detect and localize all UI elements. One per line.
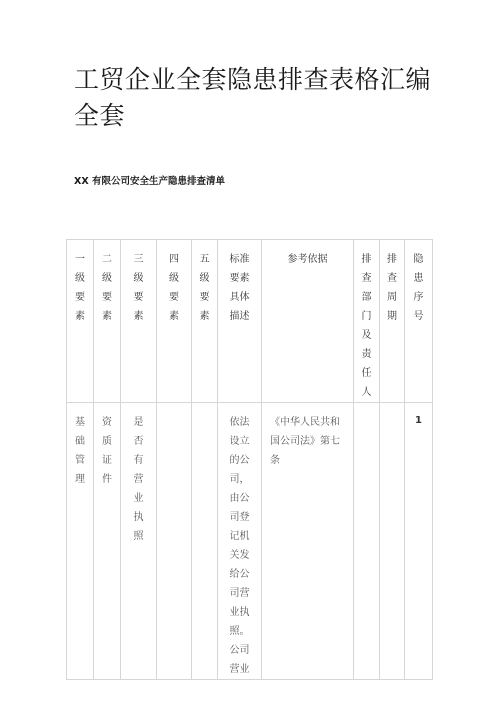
header-basis: 参考依据 — [262, 240, 354, 403]
cell-hazard-no: 1 — [405, 403, 433, 680]
header-level3 — [121, 240, 157, 403]
cell-dept — [354, 403, 380, 680]
table-header-row — [67, 240, 433, 403]
cell-level3 — [121, 403, 157, 680]
header-text: 排 查 周 期 — [387, 254, 397, 322]
header-text: 排 查 部 门 及 责 任 人 — [361, 254, 372, 398]
cell-basis: 《中华人民共和国公司法》第七条 — [262, 403, 354, 680]
header-text: 二 级 要 素 — [102, 254, 112, 322]
cell-level1 — [67, 403, 94, 680]
cell-text: 基 础 管 理 — [75, 417, 85, 485]
table-row — [67, 403, 433, 680]
header-text: 五 级 要 素 — [199, 254, 210, 322]
cell-text: 是 否 有 营 业 执 照 — [133, 417, 144, 542]
header-text: 标准 要素 具体 描述 — [229, 254, 250, 322]
header-level2 — [94, 240, 121, 403]
cell-text: 资 质 证 件 — [102, 417, 112, 485]
document-title: 工贸企业全套隐患排查表格汇编全套 — [74, 65, 432, 130]
header-text: 隐 患 序 号 — [413, 254, 424, 322]
cell-cycle — [380, 403, 405, 680]
header-dept — [354, 240, 380, 403]
cell-level5 — [192, 403, 218, 680]
header-text: 三 级 要 素 — [133, 254, 144, 322]
header-text: 一 级 要 素 — [75, 254, 85, 322]
cell-description — [218, 403, 262, 680]
header-level4 — [157, 240, 192, 403]
cell-level4 — [157, 403, 192, 680]
header-cycle — [380, 240, 405, 403]
header-hazard-no — [405, 240, 433, 403]
header-level1 — [67, 240, 94, 403]
header-description — [218, 240, 262, 403]
cell-level2 — [94, 403, 121, 680]
cell-text: 依法 设立 的公 司， 由公 司登 记机 关发 给公 司营 业执 照。 公司 营业 — [229, 417, 250, 675]
header-text: 四 级 要 素 — [169, 254, 179, 322]
hazard-checklist-table — [66, 239, 433, 680]
header-level5 — [192, 240, 218, 403]
document-subtitle: XX 有限公司安全生产隐患排查清单 — [74, 176, 225, 187]
